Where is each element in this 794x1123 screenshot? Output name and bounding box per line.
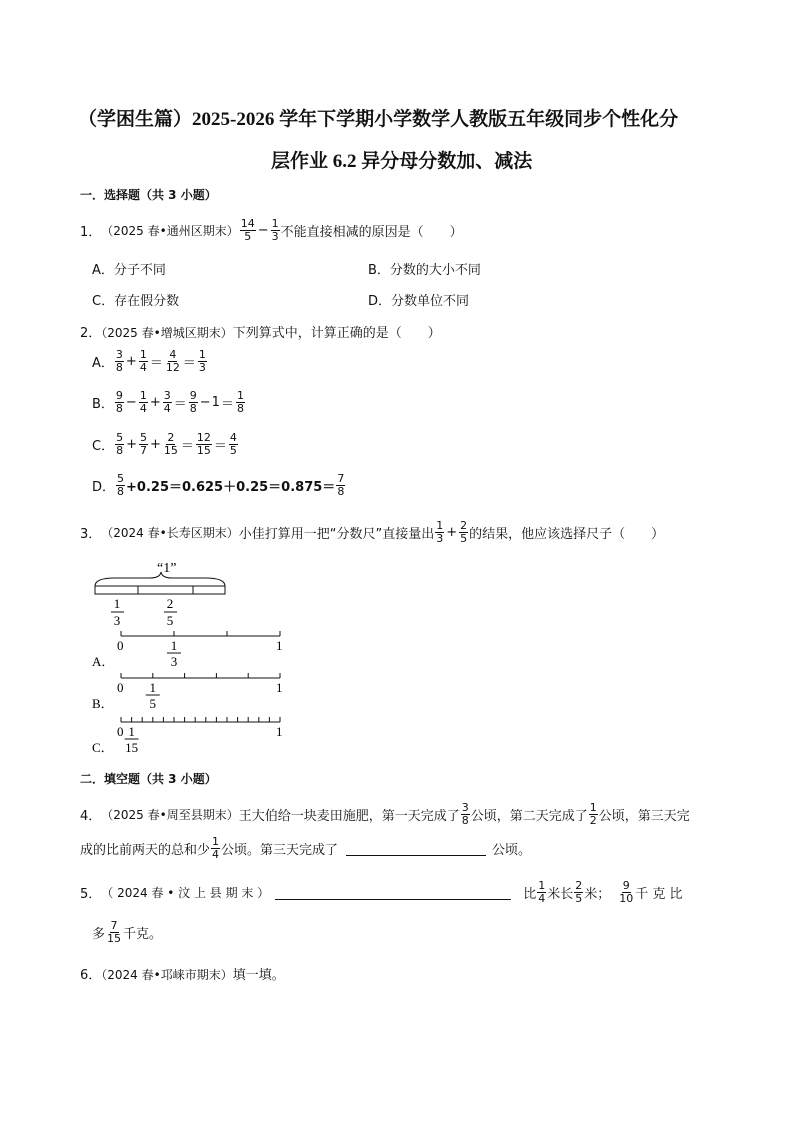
question-source: （2024 春•长寿区期末） (101, 526, 239, 540)
fraction: $\frac{1}{8}$ (236, 389, 244, 415)
ruler-option-label: A． (92, 654, 115, 669)
section-heading-fill: 二．填空题（共 3 小题） (80, 772, 217, 786)
brace (95, 572, 225, 586)
fraction: $\frac{1}{4}$ (212, 835, 220, 861)
question-5: 5． （ 2024 春 • 汶 上 县 期 末 ） 比 $\frac{1}{4}$ 米长 $\frac{2}{5}$ 米； $\frac{9}{10}$ 千 克 比 (80, 879, 683, 905)
ruler-zero-label: 0 (117, 638, 124, 653)
fraction: $\frac{9}{8}$ (189, 389, 197, 415)
ruler-option-label: C． (92, 740, 114, 755)
question-source: （2025 春•通州区期末） (101, 224, 239, 238)
answer-blank[interactable] (346, 841, 486, 856)
ruler-fraction-denominator: 15 (125, 740, 139, 755)
question-stem: 填一填。 (232, 968, 285, 983)
question-source: （2025 春•周至县期末） (101, 808, 239, 822)
fraction: $\frac{9}{10}$ (619, 879, 634, 905)
question-number: 3． (80, 527, 102, 542)
ruler-option-label: B． (92, 696, 114, 711)
question-1 (80, 218, 463, 243)
question-4: 4． （2025 春•周至县期末） 王大伯给一块麦田施肥，第一天完成了 $\frac{3}{8}$ 公顷，第二天完成了 $\frac{1}{2}$ 公顷，第三天完 (80, 801, 690, 827)
fraction-bar (95, 586, 225, 594)
fraction: $\frac{7}{8}$ (337, 472, 345, 498)
question-stem: 下列算式中，计算正确的是（ ） (232, 326, 441, 341)
option-d[interactable]: D．分数单位不同 (368, 294, 470, 309)
ruler-one-label: 1 (276, 680, 283, 695)
page-title-line2: 层作业 6.2 异分母分数加、减法 (271, 151, 533, 172)
fraction: $\frac{5}{8}$ (117, 472, 125, 498)
ruler-zero-label: 0 (117, 680, 124, 695)
fraction: $\frac{14}{5}$ (240, 217, 255, 243)
question-number: 6． (80, 968, 102, 983)
fraction: $\frac{5}{7}$ (139, 431, 147, 457)
ruler-options (88, 630, 298, 760)
ruler-one-label: 1 (276, 638, 283, 653)
fraction: $\frac{2}{5}$ (460, 519, 468, 545)
question-5-line2: 多 $\frac{7}{15}$ 千克。 (92, 919, 163, 945)
ruler-fraction-numerator: 1 (149, 680, 157, 695)
question-3: 3． （2024 春•长寿区期末） 小佳打算用一把“分数尺”直接量出 $\frac{1}{3}$ + $\frac{2}{5}$ 的结果，他应该选择尺子（ ） (80, 519, 665, 545)
ruler-fraction-denominator: 5 (149, 696, 157, 711)
fraction: $\frac{1}{4}$ (538, 879, 546, 905)
fraction: $\frac{1}{4}$ (139, 348, 147, 374)
page-title-line1: （学困生篇）2025-2026 学年下学期小学数学人教版五年级同步个性化分 (78, 109, 679, 130)
expression-tail: +0.25＝0.625＋0.25＝0.875＝ (126, 480, 336, 495)
fraction: $\frac{2}{5}$ (575, 879, 583, 905)
fraction: $\frac{1}{3}$ (271, 217, 279, 243)
fraction: $\frac{4}{12}$ (165, 348, 180, 374)
fraction: $\frac{3}{4}$ (163, 389, 171, 415)
question-number: 5． (80, 887, 102, 902)
fraction: $\frac{7}{15}$ (107, 919, 122, 945)
fraction: $\frac{5}{8}$ (116, 431, 124, 457)
question-2 (80, 322, 441, 341)
question-source: （ 2024 春 • 汶 上 县 期 末 ） (101, 886, 270, 900)
question-source: （2024 春•邛崃市期末） (101, 968, 233, 982)
ruler-zero-label: 0 (117, 724, 124, 739)
bar-fraction-numerator: 2 (166, 596, 174, 611)
question-stem-b: 的结果，他应该选择尺子（ ） (469, 527, 665, 542)
section-heading-choice: 一．选择题（共 3 小题） (80, 188, 217, 202)
question-number: 4． (80, 809, 102, 824)
question-source: （2025 春•增城区期末） (101, 326, 233, 340)
option-a[interactable]: A． $\frac{3}{8}$ + $\frac{1}{4}$ ＝ $\frac{4}{12}$ ＝ $\frac{1}{3}$ (92, 348, 206, 374)
option-c[interactable]: C． $\frac{5}{8}$ + $\frac{5}{7}$ + $\frac{2}{15}$ ＝ $\frac{12}{15}$ ＝ $\frac{4}{5}$ (92, 431, 237, 457)
fraction: $\frac{4}{5}$ (229, 431, 237, 457)
fraction: $\frac{2}{15}$ (163, 431, 178, 457)
answer-blank[interactable] (275, 885, 511, 900)
minus-sign: − (257, 223, 269, 238)
ruler-fraction-numerator: 1 (170, 638, 178, 653)
question-4-line2: 成的比前两天的总和少 $\frac{1}{4}$ 公顷。第三天完成了 公顷。 (80, 835, 532, 861)
fraction: $\frac{1}{2}$ (589, 801, 597, 827)
question-6 (80, 964, 285, 983)
bar-fraction-denominator: 5 (166, 613, 174, 628)
option-b[interactable]: B．分数的大小不同 (368, 263, 481, 278)
ruler-fraction-denominator: 3 (170, 654, 178, 669)
fraction: $\frac{1}{3}$ (436, 519, 444, 545)
ruler-one-label: 1 (276, 724, 283, 739)
fraction: $\frac{1}{3}$ (198, 348, 206, 374)
brace-label: “1” (157, 561, 177, 576)
option-a[interactable]: A．分子不同 (92, 263, 166, 278)
fraction: $\frac{3}{8}$ (461, 801, 469, 827)
ruler-fraction-numerator: 1 (128, 724, 135, 739)
question-stem-a: 小佳打算用一把“分数尺”直接量出 (238, 527, 435, 542)
bar-fraction-denominator: 3 (113, 613, 121, 628)
fraction: $\frac{3}{8}$ (115, 348, 123, 374)
fraction: $\frac{9}{8}$ (115, 389, 123, 415)
question-number: 1． (80, 225, 102, 240)
bar-fraction-numerator: 1 (113, 596, 121, 611)
fraction: $\frac{12}{15}$ (196, 431, 211, 457)
option-b[interactable]: B． $\frac{9}{8}$ − $\frac{1}{4}$ + $\frac{3}{4}$ ＝ $\frac{9}{8}$ − 1 ＝ $\frac{1}{8}$ (92, 389, 244, 415)
fraction: $\frac{1}{4}$ (139, 389, 147, 415)
question-stem: 不能直接相减的原因是（ ） (280, 225, 463, 240)
option-c[interactable]: C．存在假分数 (92, 294, 180, 309)
option-d[interactable]: D． $\frac{5}{8}$ +0.25＝0.625＋0.25＝0.875＝ $\frac{7}{8}$ (92, 472, 345, 498)
question-number: 2． (80, 326, 102, 341)
